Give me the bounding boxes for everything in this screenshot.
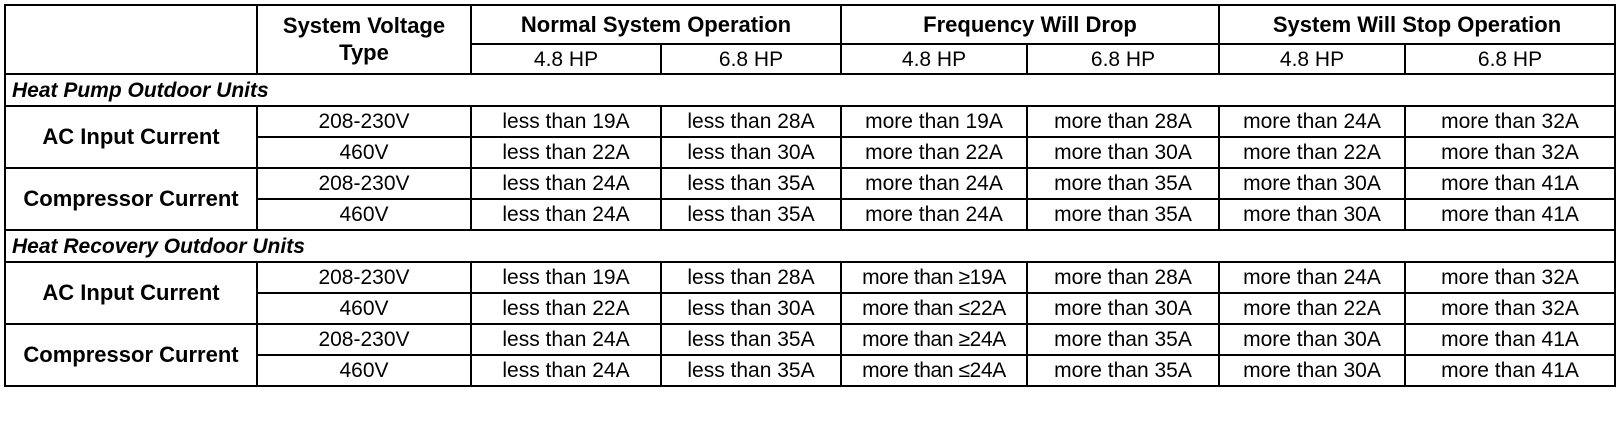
value-cell: more than ≤22A — [841, 293, 1027, 324]
header-hp-cell: 6.8 HP — [1027, 44, 1219, 74]
value-cell: less than 28A — [661, 262, 841, 293]
voltage-cell: 460V — [257, 199, 471, 230]
current-limits-table — [4, 4, 1616, 387]
value-cell: more than 32A — [1405, 293, 1615, 324]
value-cell: more than 22A — [1219, 137, 1405, 168]
value-cell: more than 35A — [1027, 324, 1219, 355]
voltage-cell: 208-230V — [257, 262, 471, 293]
header-group-stop: System Will Stop Operation — [1219, 5, 1615, 44]
value-cell: less than 35A — [661, 168, 841, 199]
value-cell: more than 24A — [1219, 262, 1405, 293]
value-cell: less than 24A — [471, 199, 661, 230]
row-group-label: AC Input Current — [5, 106, 257, 168]
value-cell: more than ≤24A — [841, 355, 1027, 386]
value-cell: less than 19A — [471, 106, 661, 137]
value-cell: more than 24A — [841, 199, 1027, 230]
header-group-frequency-drop: Frequency Will Drop — [841, 5, 1219, 44]
value-cell: more than 32A — [1405, 137, 1615, 168]
section-title-row — [5, 74, 1615, 106]
header-corner-cell — [5, 5, 257, 74]
value-cell: less than 35A — [661, 324, 841, 355]
value-cell: more than 41A — [1405, 168, 1615, 199]
header-hp-cell: 4.8 HP — [841, 44, 1027, 74]
value-cell: more than 28A — [1027, 262, 1219, 293]
value-cell: more than 22A — [1219, 293, 1405, 324]
section-title: Heat Recovery Outdoor Units — [5, 230, 1615, 262]
value-cell: more than 30A — [1219, 355, 1405, 386]
header-hp-cell: 6.8 HP — [661, 44, 841, 74]
value-cell: more than 32A — [1405, 262, 1615, 293]
voltage-cell: 460V — [257, 355, 471, 386]
value-cell: less than 28A — [661, 106, 841, 137]
value-cell: more than 35A — [1027, 199, 1219, 230]
table-row — [5, 106, 1615, 137]
voltage-cell: 460V — [257, 137, 471, 168]
value-cell: more than ≥24A — [841, 324, 1027, 355]
value-cell: more than 35A — [1027, 168, 1219, 199]
voltage-cell: 208-230V — [257, 106, 471, 137]
value-cell: more than 41A — [1405, 355, 1615, 386]
header-hp-cell: 4.8 HP — [1219, 44, 1405, 74]
value-cell: more than 28A — [1027, 106, 1219, 137]
value-cell: more than 30A — [1027, 293, 1219, 324]
header-hp-cell: 4.8 HP — [471, 44, 661, 74]
voltage-cell: 460V — [257, 293, 471, 324]
value-cell: less than 22A — [471, 293, 661, 324]
value-cell: less than 35A — [661, 355, 841, 386]
current-limits-table-container — [4, 4, 1616, 387]
value-cell: less than 24A — [471, 324, 661, 355]
voltage-cell: 208-230V — [257, 324, 471, 355]
section-title-row — [5, 230, 1615, 262]
header-row-groups — [5, 5, 1615, 44]
table-row — [5, 262, 1615, 293]
voltage-cell: 208-230V — [257, 168, 471, 199]
header-group-normal: Normal System Operation — [471, 5, 841, 44]
value-cell: more than ≥19A — [841, 262, 1027, 293]
value-cell: less than 30A — [661, 293, 841, 324]
value-cell: less than 30A — [661, 137, 841, 168]
table-row — [5, 168, 1615, 199]
value-cell: more than 32A — [1405, 106, 1615, 137]
table-row — [5, 324, 1615, 355]
value-cell: less than 24A — [471, 168, 661, 199]
value-cell: less than 22A — [471, 137, 661, 168]
value-cell: more than 19A — [841, 106, 1027, 137]
value-cell: more than 30A — [1219, 199, 1405, 230]
value-cell: more than 35A — [1027, 355, 1219, 386]
value-cell: more than 30A — [1219, 324, 1405, 355]
row-group-label: AC Input Current — [5, 262, 257, 324]
value-cell: more than 24A — [1219, 106, 1405, 137]
value-cell: more than 24A — [841, 168, 1027, 199]
value-cell: more than 30A — [1027, 137, 1219, 168]
value-cell: more than 30A — [1219, 168, 1405, 199]
header-voltage-type: System Voltage Type — [257, 5, 471, 74]
header-hp-cell: 6.8 HP — [1405, 44, 1615, 74]
value-cell: more than 41A — [1405, 199, 1615, 230]
value-cell: less than 19A — [471, 262, 661, 293]
value-cell: more than 22A — [841, 137, 1027, 168]
row-group-label: Compressor Current — [5, 324, 257, 386]
section-title: Heat Pump Outdoor Units — [5, 74, 1615, 106]
row-group-label: Compressor Current — [5, 168, 257, 230]
value-cell: less than 35A — [661, 199, 841, 230]
value-cell: more than 41A — [1405, 324, 1615, 355]
value-cell: less than 24A — [471, 355, 661, 386]
